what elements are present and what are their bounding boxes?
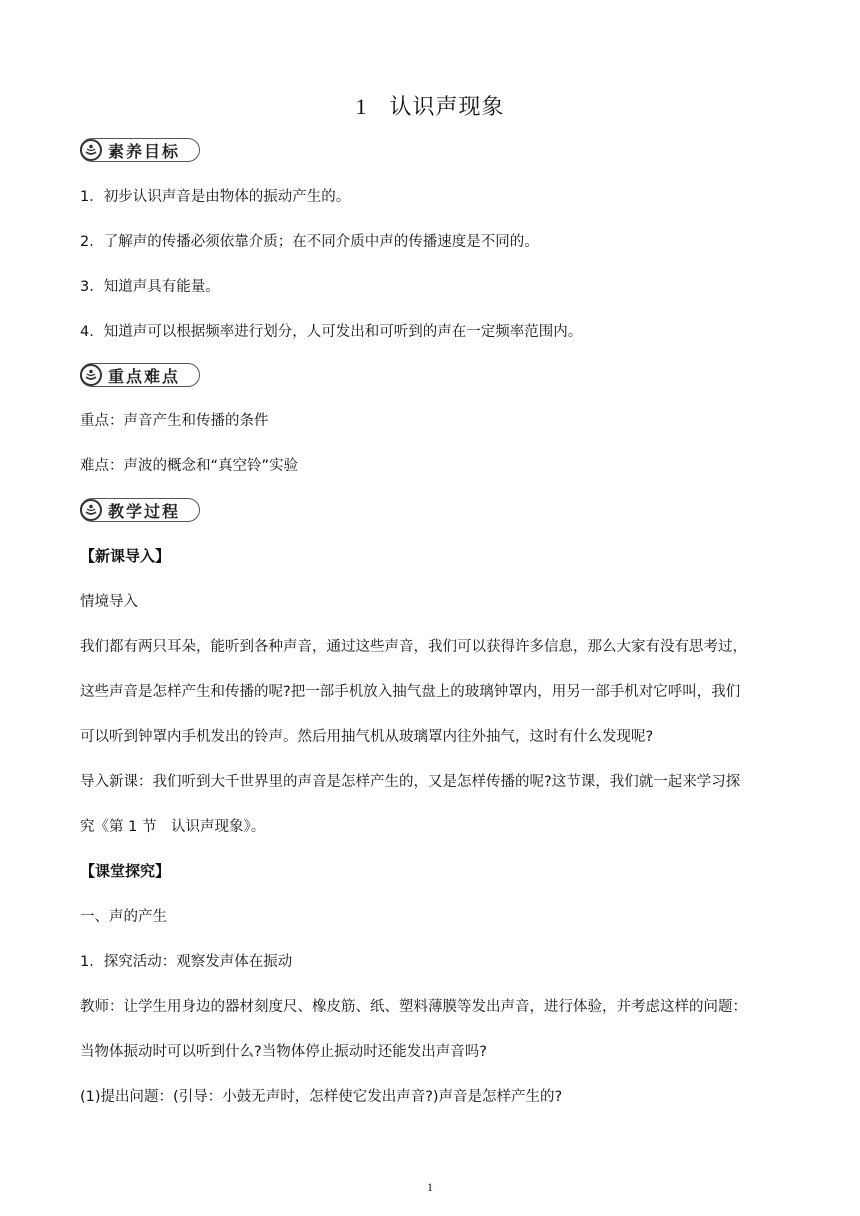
paragraph-line: 这些声音是怎样产生和传播的呢?把一部手机放入抽气盘上的玻璃钟罩内，用另一部手机对它呼叫，我们: [80, 684, 741, 700]
badge-emblem-icon: [80, 364, 102, 386]
goal-item: 1．初步认识声音是由物体的振动产生的。: [80, 189, 351, 205]
goal-item: 2．了解声的传播必须依靠介质；在不同介质中声的传播速度是不同的。: [80, 234, 539, 250]
badge-emblem-icon: [80, 139, 102, 161]
paragraph-line: 可以听到钟罩内手机发出的铃声。然后用抽气机从玻璃罩内往外抽气，这时有什么发现呢?: [80, 729, 654, 745]
page-title: [0, 90, 860, 121]
goals-badge: [80, 138, 200, 162]
goal-item: 3．知道声具有能量。: [80, 279, 220, 295]
title-number: 1: [355, 94, 368, 119]
badge-label: 重点难点: [108, 366, 181, 386]
title-text: 认识声现象: [389, 95, 505, 120]
goal-item: 4．知道声可以根据频率进行划分，人可发出和可听到的声在一定频率范围内。: [80, 324, 583, 340]
page-number: 1: [427, 1180, 433, 1194]
paragraph-line: 导入新课：我们听到大千世界里的声音是怎样产生的，又是怎样传播的呢?这节课，我们就一起来学习探: [80, 774, 741, 790]
activity-line: 1．探究活动：观察发声体在振动: [80, 954, 293, 970]
process-badge: [80, 498, 200, 522]
badge-label: 教学过程: [108, 501, 181, 521]
question-line: (1)提出问题：(引导：小鼓无声时，怎样使它发出声音?)声音是怎样产生的?: [80, 1089, 563, 1105]
paragraph-line: 教师：让学生用身边的器材刻度尺、橡皮筋、纸、塑料薄膜等发出声音，进行体验，并考虑这样的问题：: [80, 999, 747, 1015]
situation-heading: 情境导入: [80, 594, 138, 610]
section-heading: 一、声的产生: [80, 909, 167, 925]
badge-label: 素养目标: [108, 141, 181, 161]
explore-heading: 【课堂探究】: [80, 862, 171, 880]
paragraph-line: 当物体振动时可以听到什么?当物体停止振动时还能发出声音吗?: [80, 1044, 487, 1060]
paragraph-line: 究《第 1 节 认识声现象》。: [80, 819, 266, 835]
key-points-badge: [80, 363, 200, 387]
paragraph-line: 我们都有两只耳朵，能听到各种声音，通过这些声音，我们可以获得许多信息，那么大家有没有思考过，: [80, 639, 747, 655]
focus-line: 重点：声音产生和传播的条件: [80, 413, 269, 429]
new-lesson-heading: 【新课导入】: [80, 547, 171, 565]
difficulty-line: 难点：声波的概念和“真空铃”实验: [80, 458, 299, 474]
badge-emblem-icon: [80, 499, 102, 521]
